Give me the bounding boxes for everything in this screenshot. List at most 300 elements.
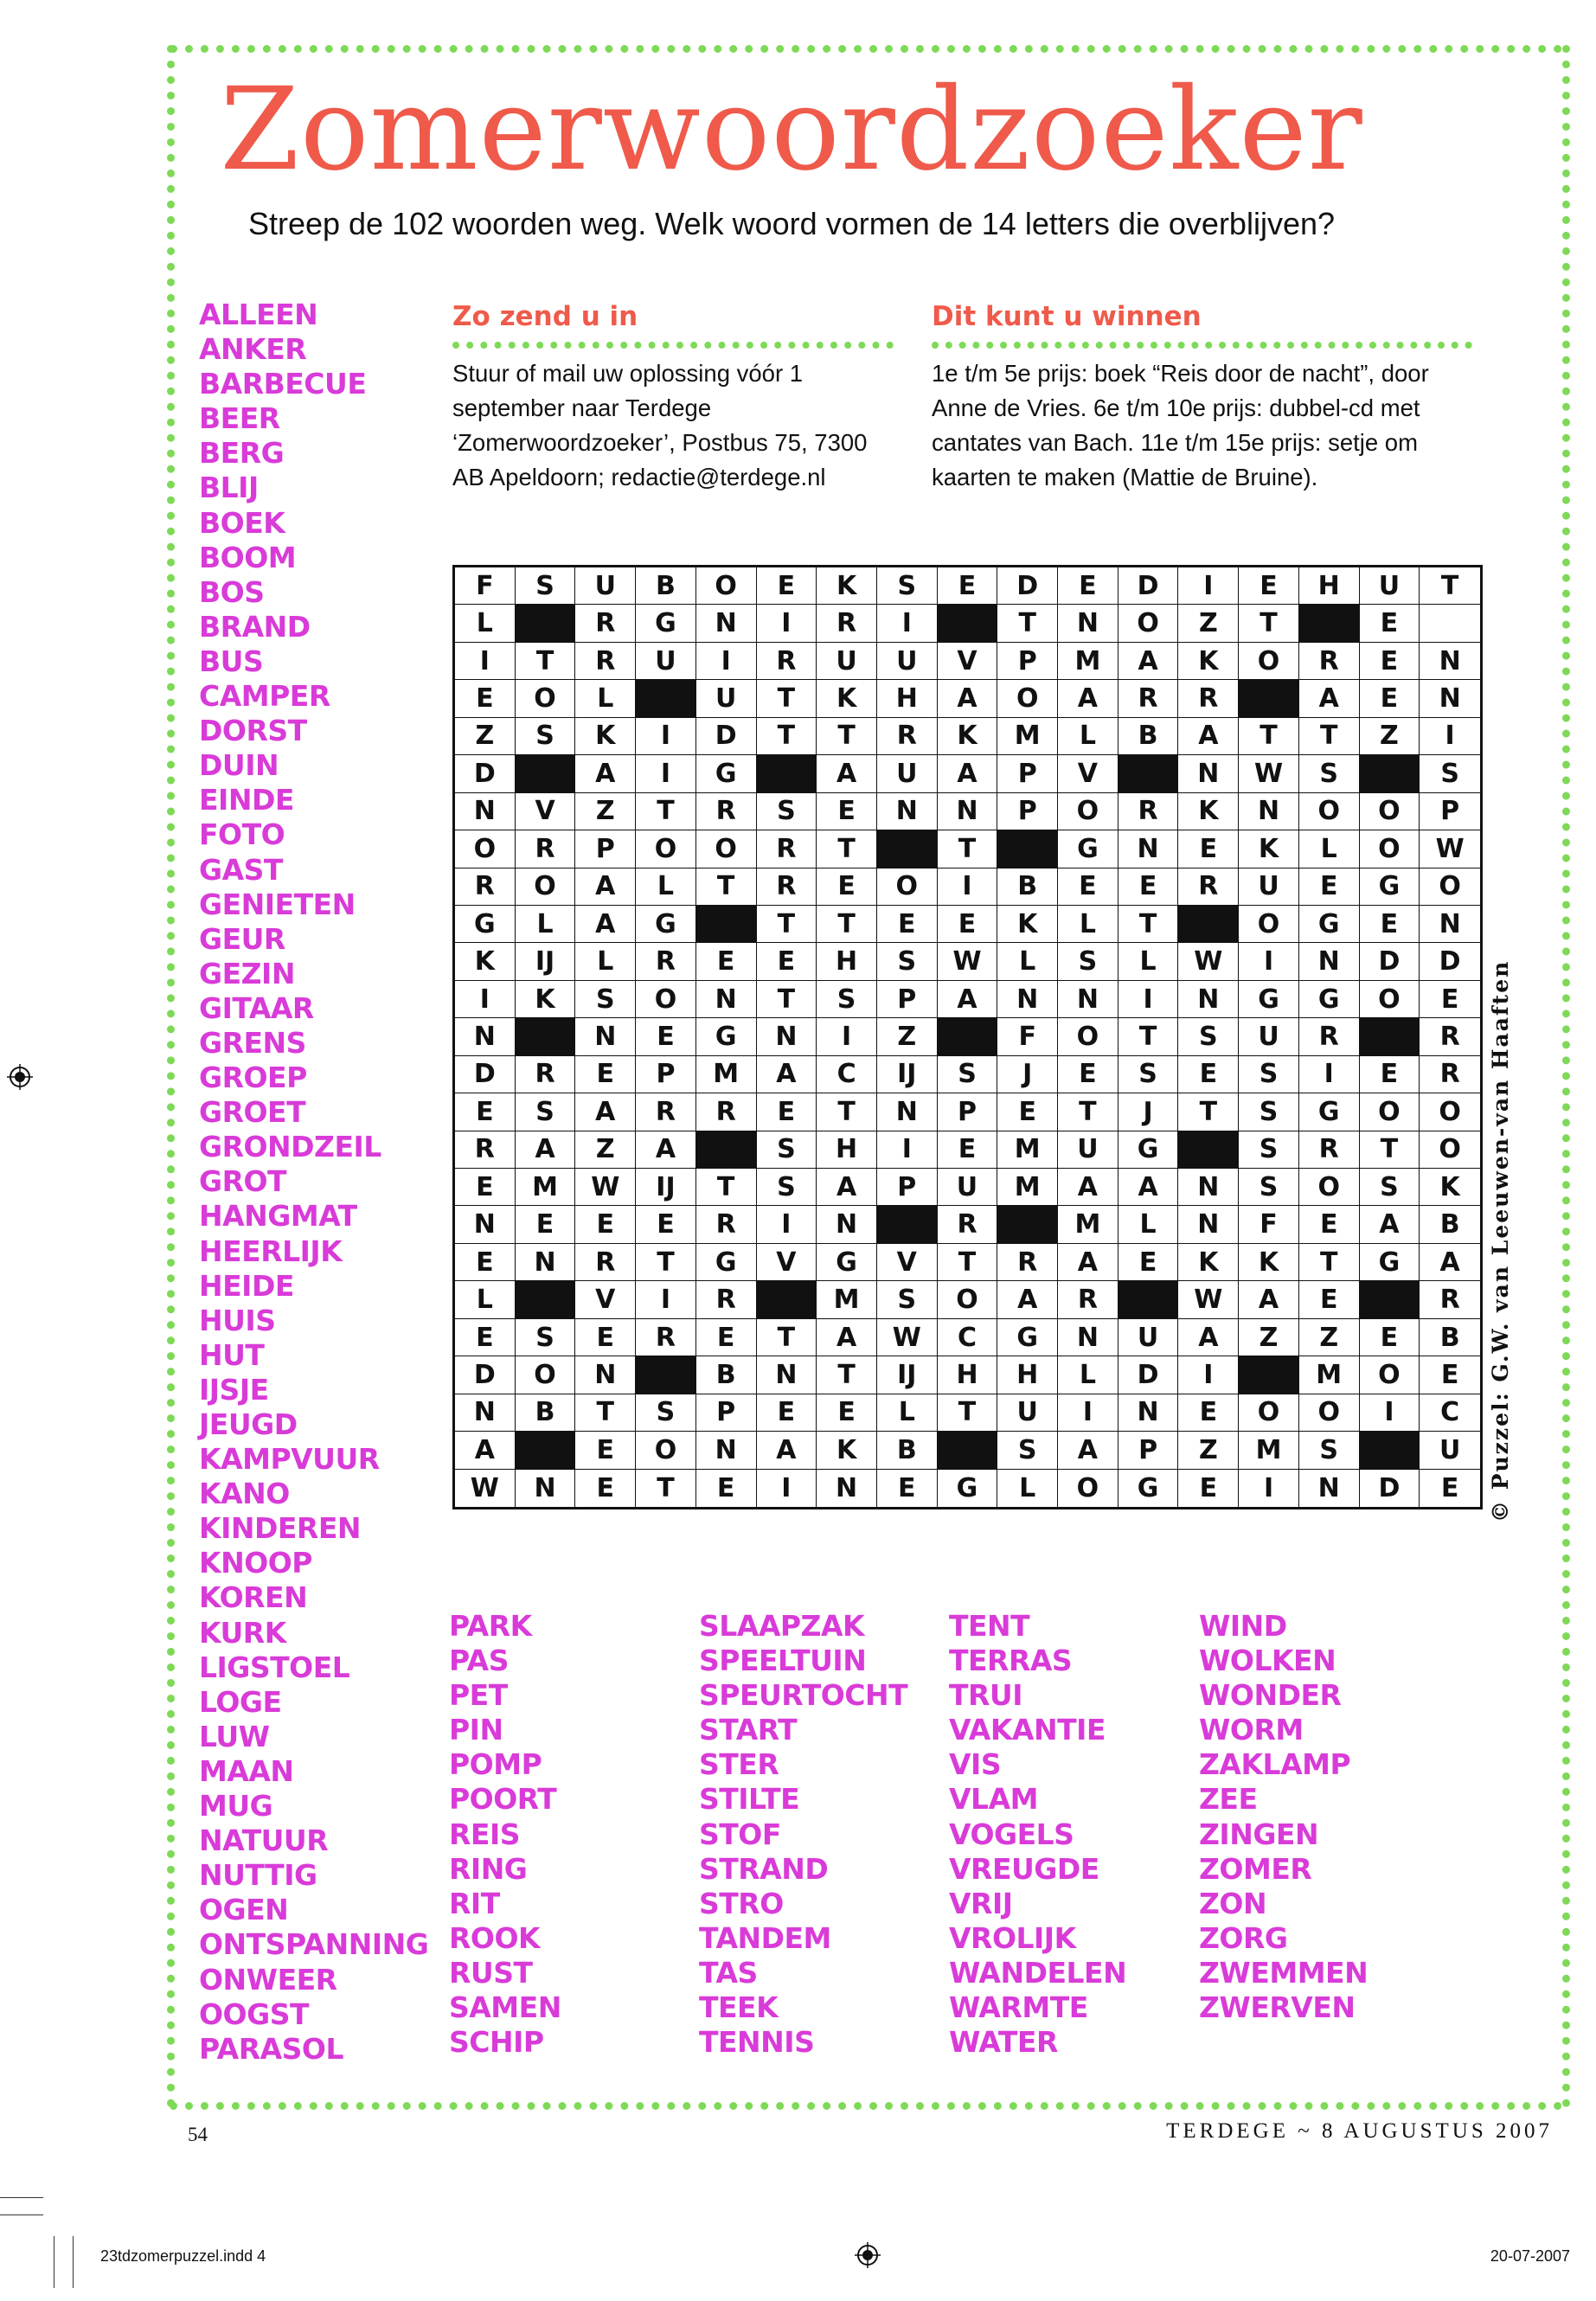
grid-cell: M xyxy=(1299,1356,1360,1394)
word-item: GROEP xyxy=(199,1061,307,1095)
grid-cell: E xyxy=(696,1470,757,1507)
grid-cell: E xyxy=(1299,868,1360,906)
grid-cell: E xyxy=(455,1093,516,1131)
grid-cell: E xyxy=(1178,1056,1239,1093)
grid-cell: L xyxy=(997,943,1058,980)
grid-cell: IJ xyxy=(636,1169,696,1206)
grid-cell: E xyxy=(1360,1319,1420,1356)
grid-cell-blocked xyxy=(516,1432,576,1469)
grid-cell-blocked xyxy=(1118,755,1179,792)
word-item: BARBECUE xyxy=(199,367,367,401)
grid-cell: T xyxy=(1118,1018,1179,1055)
grid-cell: A xyxy=(757,1432,817,1469)
grid-cell: O xyxy=(877,868,938,906)
grid-cell: I xyxy=(1420,718,1480,755)
word-item: DUIN xyxy=(199,748,279,783)
grid-cell: A xyxy=(997,1281,1058,1318)
grid-cell: K xyxy=(817,680,877,717)
grid-cell: R xyxy=(1058,1281,1118,1318)
grid-cell: G xyxy=(938,1470,998,1507)
grid-cell: P xyxy=(636,1056,696,1093)
grid-cell: N xyxy=(1239,793,1299,830)
grid-cell: O xyxy=(516,680,576,717)
grid-cell: N xyxy=(1420,643,1480,680)
grid-cell-blocked xyxy=(997,1206,1058,1243)
word-item: TERRAS xyxy=(949,1644,1073,1678)
grid-cell: U xyxy=(1420,1432,1480,1469)
left-dotted-border xyxy=(167,45,175,2108)
grid-cell: N xyxy=(1118,830,1179,868)
grid-cell-blocked xyxy=(696,1131,757,1169)
word-item: VRIJ xyxy=(949,1886,1013,1920)
win-heading-dotted-rule xyxy=(932,342,1472,349)
grid-cell-blocked xyxy=(1360,1018,1420,1055)
grid-cell: G xyxy=(455,906,516,943)
grid-cell: G xyxy=(1299,1093,1360,1131)
grid-cell: N xyxy=(516,1470,576,1507)
grid-cell: I xyxy=(757,1470,817,1507)
grid-cell: P xyxy=(696,1394,757,1432)
grid-cell: S xyxy=(1299,1432,1360,1469)
grid-cell: E xyxy=(817,793,877,830)
grid-cell: N xyxy=(1178,1169,1239,1206)
grid-cell: U xyxy=(1360,567,1420,605)
grid-cell: M xyxy=(1058,1206,1118,1243)
word-item: SPEURTOCHT xyxy=(699,1678,908,1713)
grid-cell: U xyxy=(696,680,757,717)
word-item: BOOM xyxy=(199,540,297,574)
grid-cell: G xyxy=(1058,830,1118,868)
grid-cell-blocked xyxy=(938,1018,998,1055)
word-item: SAMEN xyxy=(449,1990,561,2025)
grid-cell: R xyxy=(575,643,636,680)
grid-cell: E xyxy=(1239,567,1299,605)
grid-cell: Z xyxy=(1178,605,1239,642)
grid-cell: C xyxy=(938,1319,998,1356)
grid-cell: D xyxy=(1360,943,1420,980)
grid-cell: R xyxy=(516,830,576,868)
grid-cell: N xyxy=(877,793,938,830)
grid-cell: N xyxy=(997,981,1058,1018)
word-item: ZWERVEN xyxy=(1199,1990,1356,2025)
grid-cell: G xyxy=(636,906,696,943)
grid-cell: E xyxy=(516,1206,576,1243)
grid-cell: G xyxy=(1360,868,1420,906)
grid-cell: M xyxy=(817,1281,877,1318)
grid-cell: N xyxy=(1420,680,1480,717)
grid-cell: L xyxy=(1118,943,1179,980)
grid-cell: O xyxy=(636,981,696,1018)
grid-cell: T xyxy=(1360,1131,1420,1169)
grid-cell: U xyxy=(817,643,877,680)
grid-cell: A xyxy=(817,1319,877,1356)
grid-cell: O xyxy=(1058,793,1118,830)
grid-cell: T xyxy=(516,643,576,680)
grid-cell-blocked xyxy=(1239,680,1299,717)
word-item: STER xyxy=(699,1747,779,1782)
grid-cell: T xyxy=(636,1244,696,1281)
grid-cell: O xyxy=(1360,793,1420,830)
grid-cell: H xyxy=(877,680,938,717)
grid-cell: IJ xyxy=(877,1056,938,1093)
grid-cell: I xyxy=(636,1281,696,1318)
grid-cell: P xyxy=(938,1093,998,1131)
grid-cell: R xyxy=(1178,680,1239,717)
grid-cell: K xyxy=(1239,1244,1299,1281)
grid-cell: Z xyxy=(1178,1432,1239,1469)
grid-cell-blocked xyxy=(938,1432,998,1469)
grid-cell: U xyxy=(1239,868,1299,906)
grid-cell: V xyxy=(938,643,998,680)
word-item: BRAND xyxy=(199,609,311,644)
grid-cell: G xyxy=(696,755,757,792)
grid-cell: I xyxy=(757,1206,817,1243)
grid-cell: A xyxy=(516,1131,576,1169)
grid-cell: O xyxy=(1360,1356,1420,1394)
grid-cell: D xyxy=(1118,567,1179,605)
word-item: KURK xyxy=(199,1615,286,1650)
word-item: WOLKEN xyxy=(1199,1644,1336,1678)
grid-cell: I xyxy=(1360,1394,1420,1432)
grid-cell: N xyxy=(455,793,516,830)
word-item: ZORG xyxy=(1199,1920,1288,1955)
grid-cell-blocked xyxy=(636,1356,696,1394)
grid-cell: N xyxy=(1058,605,1118,642)
grid-cell: A xyxy=(1118,643,1179,680)
grid-cell: U xyxy=(1239,1018,1299,1055)
grid-cell: A xyxy=(938,680,998,717)
grid-cell: A xyxy=(1299,680,1360,717)
grid-cell: O xyxy=(1118,605,1179,642)
grid-cell: P xyxy=(1420,793,1480,830)
grid-cell: R xyxy=(636,943,696,980)
grid-cell: R xyxy=(636,1093,696,1131)
grid-cell: E xyxy=(817,868,877,906)
word-item: BUS xyxy=(199,644,264,678)
grid-cell: O xyxy=(1239,906,1299,943)
grid-cell: T xyxy=(817,1356,877,1394)
grid-cell: Z xyxy=(877,1018,938,1055)
word-item: PARASOL xyxy=(199,2031,343,2066)
word-item: RIT xyxy=(449,1886,500,1920)
grid-cell: N xyxy=(696,1432,757,1469)
grid-cell: S xyxy=(1239,1093,1299,1131)
grid-cell: G xyxy=(997,1319,1058,1356)
grid-cell: D xyxy=(997,567,1058,605)
grid-cell: B xyxy=(1420,1319,1480,1356)
word-item: HUT xyxy=(199,1337,265,1372)
grid-cell: R xyxy=(1420,1056,1480,1093)
grid-cell-blocked xyxy=(997,830,1058,868)
grid-cell: L xyxy=(1058,718,1118,755)
grid-cell: N xyxy=(1058,1319,1118,1356)
word-item: ROOK xyxy=(449,1920,541,1955)
grid-cell: A xyxy=(1118,1169,1179,1206)
send-heading-dotted-rule xyxy=(452,342,894,349)
grid-cell: N xyxy=(1178,981,1239,1018)
word-item: MAAN xyxy=(199,1753,294,1788)
word-item: MUG xyxy=(199,1789,273,1823)
grid-cell: O xyxy=(1360,981,1420,1018)
grid-cell: K xyxy=(1178,793,1239,830)
grid-cell: R xyxy=(757,643,817,680)
grid-cell: T xyxy=(938,1394,998,1432)
grid-cell-blocked xyxy=(1360,1281,1420,1318)
grid-cell: E xyxy=(757,567,817,605)
grid-cell: W xyxy=(1239,755,1299,792)
grid-cell: L xyxy=(575,680,636,717)
grid-cell: E xyxy=(1360,605,1420,642)
grid-cell: S xyxy=(1239,1131,1299,1169)
grid-cell: L xyxy=(1058,1356,1118,1394)
grid-cell: O xyxy=(1239,643,1299,680)
word-item: WANDELEN xyxy=(949,1955,1127,1990)
grid-cell: N xyxy=(696,605,757,642)
grid-cell: O xyxy=(696,567,757,605)
grid-cell: R xyxy=(455,1131,516,1169)
word-item: WATER xyxy=(949,2025,1058,2060)
grid-cell: W xyxy=(575,1169,636,1206)
grid-cell: E xyxy=(1420,1356,1480,1394)
right-dotted-border xyxy=(1562,45,1570,2108)
subtitle: Streep de 102 woorden weg. Welk woord vormen de 14 letters die overblijven? xyxy=(247,206,1336,241)
grid-cell: T xyxy=(696,1169,757,1206)
grid-cell: P xyxy=(877,1169,938,1206)
grid-cell-blocked xyxy=(516,755,576,792)
grid-cell: N xyxy=(1058,981,1118,1018)
grid-cell: R xyxy=(455,868,516,906)
grid-cell: T xyxy=(1239,718,1299,755)
grid-cell: Z xyxy=(575,793,636,830)
grid-cell: I xyxy=(455,981,516,1018)
grid-cell: R xyxy=(1420,1281,1480,1318)
word-item: EINDE xyxy=(199,783,294,817)
puzzle-credit: © Puzzel: G.W. van Leeuwen-van Haaften xyxy=(1488,959,1513,1522)
grid-cell: P xyxy=(997,755,1058,792)
word-item: TAS xyxy=(699,1955,758,1990)
grid-cell: O xyxy=(636,1432,696,1469)
word-item: ZOMER xyxy=(1199,1851,1312,1886)
grid-cell: K xyxy=(455,943,516,980)
grid-cell: O xyxy=(1299,1394,1360,1432)
word-item: POORT xyxy=(449,1782,557,1817)
grid-cell: R xyxy=(757,868,817,906)
grid-cell: D xyxy=(1420,943,1480,980)
grid-cell: W xyxy=(1178,943,1239,980)
grid-cell: R xyxy=(1178,868,1239,906)
word-item: VIS xyxy=(949,1747,1002,1782)
grid-cell: I xyxy=(1118,981,1179,1018)
grid-cell: T xyxy=(1178,1093,1239,1131)
grid-cell: E xyxy=(1058,1056,1118,1093)
grid-cell: D xyxy=(696,718,757,755)
grid-cell: B xyxy=(696,1356,757,1394)
grid-cell: T xyxy=(1239,605,1299,642)
grid-cell: T xyxy=(636,793,696,830)
word-item: JEUGD xyxy=(199,1407,298,1441)
grid-cell: N xyxy=(696,981,757,1018)
grid-cell: E xyxy=(1118,868,1179,906)
grid-cell: B xyxy=(877,1432,938,1469)
grid-cell: S xyxy=(1299,755,1360,792)
word-item: CAMPER xyxy=(199,679,330,714)
grid-cell: N xyxy=(455,1206,516,1243)
grid-cell: R xyxy=(877,718,938,755)
grid-cell: A xyxy=(938,755,998,792)
grid-cell: L xyxy=(1299,830,1360,868)
grid-cell: O xyxy=(1360,830,1420,868)
word-item: ZWEMMEN xyxy=(1199,1955,1368,1990)
grid-cell: O xyxy=(997,680,1058,717)
grid-cell: E xyxy=(636,1206,696,1243)
grid-cell: A xyxy=(1058,1432,1118,1469)
grid-cell: S xyxy=(938,1056,998,1093)
file-date: 20-07-2007 xyxy=(1490,2247,1570,2265)
grid-cell: S xyxy=(757,1169,817,1206)
grid-cell: N xyxy=(516,1244,576,1281)
grid-cell: H xyxy=(997,1356,1058,1394)
grid-cell: N xyxy=(1299,943,1360,980)
grid-cell: I xyxy=(817,1018,877,1055)
grid-cell: O xyxy=(696,830,757,868)
word-item: HEERLIJK xyxy=(199,1234,343,1268)
grid-cell-blocked xyxy=(1239,1356,1299,1394)
grid-cell: E xyxy=(938,906,998,943)
grid-cell-blocked xyxy=(1178,1131,1239,1169)
word-item: HANGMAT xyxy=(199,1199,357,1234)
grid-cell: H xyxy=(817,1131,877,1169)
grid-cell: E xyxy=(1360,906,1420,943)
grid-cell: IJ xyxy=(877,1356,938,1394)
grid-cell: S xyxy=(997,1432,1058,1469)
grid-cell: T xyxy=(757,981,817,1018)
grid-cell: R xyxy=(1118,793,1179,830)
grid-cell: T xyxy=(1420,567,1480,605)
word-item: WONDER xyxy=(1199,1678,1342,1713)
grid-cell-blocked xyxy=(516,605,576,642)
word-item: PAS xyxy=(449,1644,509,1678)
crop-mark xyxy=(73,2236,74,2288)
word-item: ALLEEN xyxy=(199,298,318,331)
grid-cell: G xyxy=(1299,981,1360,1018)
grid-cell: E xyxy=(1118,1244,1179,1281)
grid-cell: A xyxy=(1360,1206,1420,1243)
grid-cell: M xyxy=(997,718,1058,755)
word-item: DORST xyxy=(199,714,307,748)
grid-cell: R xyxy=(1299,1131,1360,1169)
letter-grid xyxy=(452,565,1483,1509)
grid-cell: O xyxy=(1360,1093,1420,1131)
grid-cell-blocked xyxy=(636,680,696,717)
publication-line: TERDEGE ~ 8 AUGUSTUS 2007 xyxy=(1166,2119,1553,2143)
grid-cell: R xyxy=(817,605,877,642)
registration-mark-icon xyxy=(7,1064,33,1090)
grid-cell: R xyxy=(997,1244,1058,1281)
grid-cell: D xyxy=(455,755,516,792)
win-text: 1e t/m 5e prijs: boek “Reis door de nacht”, door Anne de Vries. 6e t/m 10e prijs: dubbel-cd met cantates van Bach. 11e t/m 15e prijs: setje om kaarten te maken (Mattie de Bruine). xyxy=(932,360,1429,490)
word-item: TEEK xyxy=(699,1990,779,2025)
word-item: KINDEREN xyxy=(199,1511,361,1546)
grid-cell: M xyxy=(696,1056,757,1093)
grid-cell: S xyxy=(575,981,636,1018)
grid-cell-blocked xyxy=(938,605,998,642)
grid-cell: U xyxy=(877,755,938,792)
word-item: ONWEER xyxy=(199,1962,337,1997)
grid-cell: O xyxy=(516,1356,576,1394)
word-item: VROLIJK xyxy=(949,1920,1076,1955)
grid-cell: K xyxy=(1420,1169,1480,1206)
grid-cell: E xyxy=(757,943,817,980)
word-item: GITAAR xyxy=(199,990,314,1025)
grid-cell: I xyxy=(877,605,938,642)
bottom-dotted-border xyxy=(170,2102,1562,2110)
crop-mark xyxy=(0,2197,43,2198)
grid-cell: V xyxy=(516,793,576,830)
grid-cell: E xyxy=(575,1319,636,1356)
grid-cell: O xyxy=(1058,1470,1118,1507)
grid-cell: N xyxy=(757,1356,817,1394)
word-item: BOEK xyxy=(199,505,285,540)
grid-cell: T xyxy=(757,680,817,717)
grid-cell-blocked xyxy=(757,755,817,792)
grid-cell: B xyxy=(516,1394,576,1432)
word-item: GAST xyxy=(199,852,283,887)
grid-cell: S xyxy=(877,1281,938,1318)
grid-cell: S xyxy=(516,567,576,605)
word-item: KOREN xyxy=(199,1580,308,1615)
grid-cell: W xyxy=(1178,1281,1239,1318)
grid-cell: E xyxy=(1360,1056,1420,1093)
grid-cell: M xyxy=(1239,1432,1299,1469)
win-heading: Dit kunt u winnen xyxy=(932,301,1202,332)
word-item: VLAM xyxy=(949,1782,1038,1817)
word-list-column-2 xyxy=(449,1609,561,2060)
grid-cell: N xyxy=(455,1394,516,1432)
grid-cell: G xyxy=(1360,1244,1420,1281)
grid-cell: F xyxy=(1239,1206,1299,1243)
grid-cell: I xyxy=(1178,1356,1239,1394)
grid-cell: E xyxy=(1299,1281,1360,1318)
grid-cell: C xyxy=(817,1056,877,1093)
grid-cell: S xyxy=(877,943,938,980)
word-item: ZAKLAMP xyxy=(1199,1747,1351,1782)
grid-cell: I xyxy=(1058,1394,1118,1432)
grid-cell: Z xyxy=(455,718,516,755)
grid-cell: R xyxy=(1420,1018,1480,1055)
grid-cell: A xyxy=(575,868,636,906)
grid-cell: S xyxy=(757,793,817,830)
word-item: PIN xyxy=(449,1713,503,1747)
word-item: REIS xyxy=(449,1817,520,1851)
grid-cell: H xyxy=(938,1356,998,1394)
grid-cell: G xyxy=(817,1244,877,1281)
grid-cell: S xyxy=(877,567,938,605)
page-number: 54 xyxy=(188,2124,208,2145)
grid-cell: R xyxy=(1118,680,1179,717)
grid-cell: E xyxy=(1440,1472,1459,1503)
grid-cell: E xyxy=(696,943,757,980)
grid-cell: M xyxy=(1058,643,1118,680)
grid-cell: V xyxy=(575,1281,636,1318)
grid-cell: L xyxy=(877,1394,938,1432)
grid-cell: K xyxy=(1178,1244,1239,1281)
grid-cell: W xyxy=(877,1319,938,1356)
grid-cell: R xyxy=(516,1056,576,1093)
grid-cell: E xyxy=(455,680,516,717)
grid-cell: G xyxy=(636,605,696,642)
grid-cell: E xyxy=(877,906,938,943)
word-item: WORM xyxy=(1199,1713,1304,1747)
